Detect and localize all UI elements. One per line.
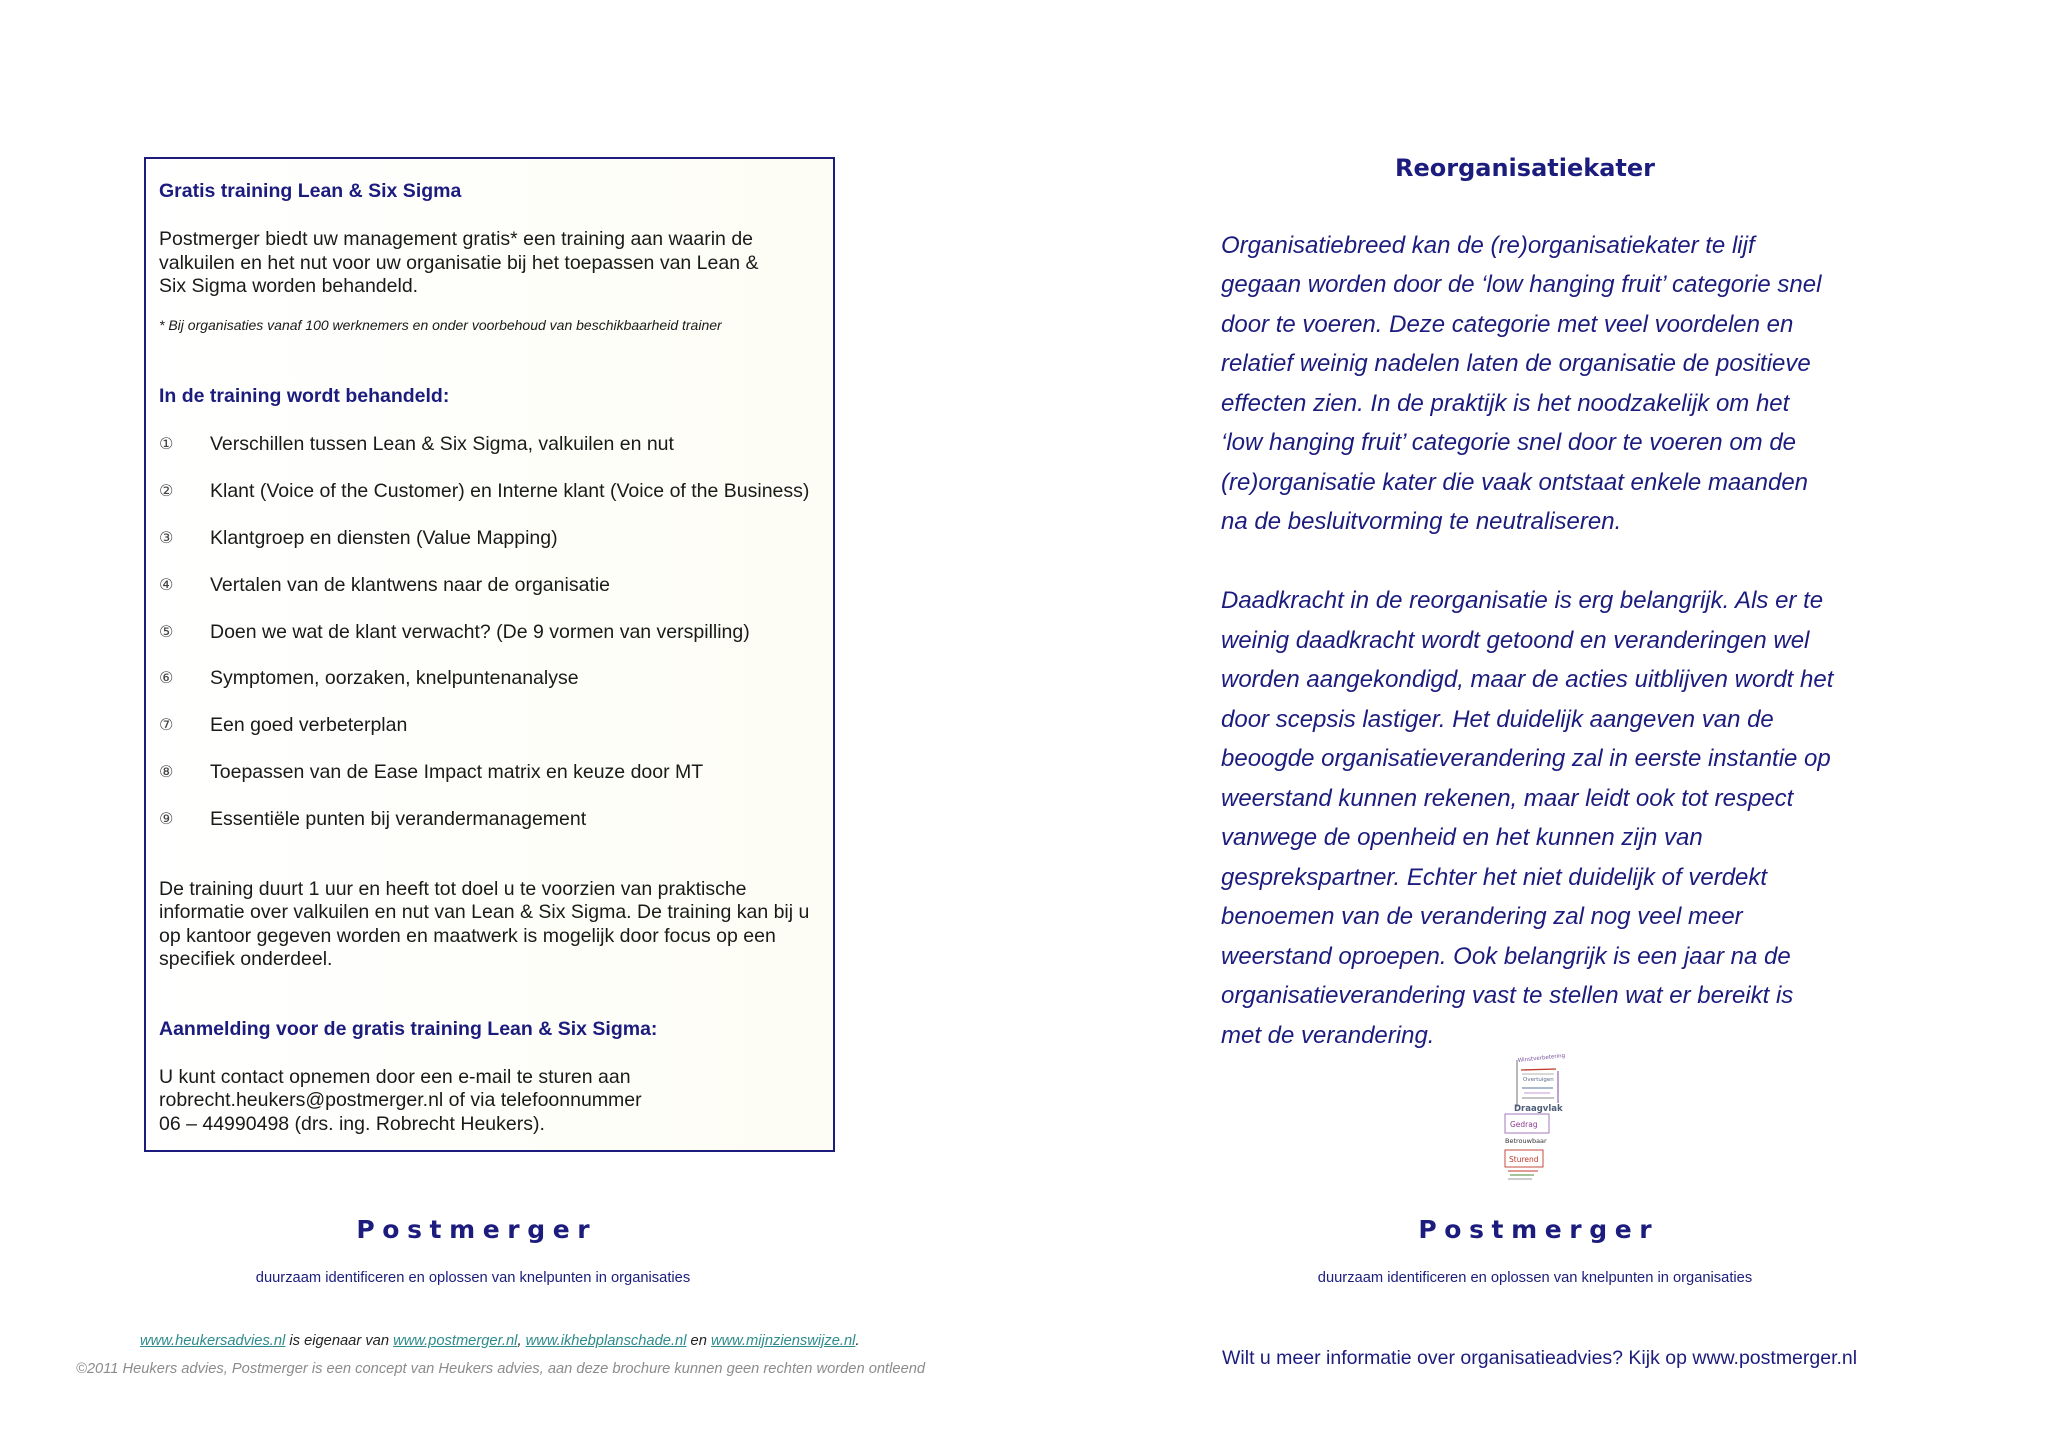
training-footnote: * Bij organisaties vanaf 100 werknemers en onder voorbehoud van beschikbaarheid trainer [159, 317, 722, 333]
topic-number: ① [159, 434, 174, 453]
topic-item [159, 479, 819, 526]
paragraph-line: weerstand kunnen rekenen, maar leidt ook tot respect [1221, 784, 1794, 812]
summary-line: De training duurt 1 uur en heeft tot doel u te voorzien van praktische [159, 877, 747, 900]
summary-line: specifiek onderdeel. [159, 948, 333, 970]
topic-number: ⑨ [159, 809, 174, 829]
ownership-separator: , [517, 1333, 526, 1349]
link-mijnzienswijze[interactable]: www.mijnzienswijze.nl [710, 1333, 856, 1349]
copyright-notice: ©2011 Heukers advies, Postmerger is een concept van Heukers advies, aan deze brochure kunnen geen rechten worden ontleend [76, 1361, 926, 1377]
tagline-right: duurzaam identificeren en oplossen van knelpunten in organisaties [1317, 1270, 1753, 1286]
tagline-left: duurzaam identificeren en oplossen van knelpunten in organisaties [255, 1270, 691, 1286]
paragraph-line: worden aangekondigd, maar de acties uitblijven wordt het [1221, 666, 1834, 694]
training-info-box [144, 157, 835, 1152]
paragraph-line: ‘low hanging fruit’ categorie snel door te voeren om de [1221, 429, 1797, 457]
paragraph-line: gesprekspartner. Echter het niet duidelijk of verdekt [1221, 863, 1768, 891]
word-cloud-word: Draagvlak [1514, 1104, 1563, 1114]
topic-item [159, 807, 819, 854]
word-cloud-fragment [1521, 1069, 1556, 1070]
topics-list [159, 432, 819, 854]
topic-item [159, 573, 819, 620]
contact-line: robrecht.heukers@postmerger.nl of via telefoonnummer [159, 1089, 642, 1111]
topic-number: ② [159, 480, 174, 500]
ownership-end: . [855, 1333, 860, 1349]
word-cloud-image [1498, 1050, 1568, 1188]
word-cloud-word: Betrouwbaar [1505, 1137, 1547, 1145]
paragraph-line: effecten zien. In de praktijk is het noodzakelijk om het [1221, 389, 1790, 417]
paragraph-line: vanwege de openheid en het kunnen zijn van [1221, 824, 1703, 852]
paragraph-line: door scepsis lastiger. Het duidelijk aangeven van de [1221, 705, 1774, 733]
contact-line: 06 – 44990498 (drs. ing. Robrecht Heukers). [159, 1112, 545, 1135]
link-heukersadvies[interactable]: www.heukersadvies.nl [140, 1333, 286, 1349]
topic-item [159, 432, 819, 479]
topic-number: ⑧ [159, 762, 174, 782]
word-cloud-word: Overtuigen [1523, 1077, 1554, 1083]
topic-text: Klantgroep en diensten (Value Mapping) [210, 526, 558, 549]
paragraph-line: organisatieverandering vast te stellen wat er bereikt is [1221, 982, 1794, 1010]
topic-number: ⑦ [159, 715, 174, 735]
topic-text: Symptomen, oorzaken, knelpuntenanalyse [210, 667, 579, 690]
topic-number: ⑤ [159, 621, 174, 641]
topics-heading: In de training wordt behandeld: [159, 385, 450, 407]
topic-text: Verschillen tussen Lean & Six Sigma, valkuilen en nut [210, 433, 674, 455]
intro-line: valkuilen en het nut voor uw organisatie bij het toepassen van Lean & [159, 251, 759, 274]
topic-item [159, 760, 819, 807]
ownership-separator: en [686, 1333, 711, 1349]
topic-number: ④ [159, 574, 174, 594]
topic-item [159, 666, 819, 713]
signup-heading: Aanmelding voor de gratis training Lean & Six Sigma: [159, 1018, 658, 1041]
paragraph-line: door te voeren. Deze categorie met veel voordelen en [1221, 310, 1794, 338]
link-postmerger[interactable]: www.postmerger.nl [393, 1333, 518, 1349]
brand-name-right: Postmerger [1418, 1215, 1660, 1244]
contact-details [159, 1066, 642, 1137]
word-cloud-word: Sturend [1509, 1155, 1539, 1164]
article-title: Reorganisatiekater [1395, 154, 1655, 182]
topic-item [159, 713, 819, 760]
paragraph-line: Daadkracht in de reorganisatie is erg belangrijk. Als er te [1221, 587, 1824, 614]
paragraph-line: weerstand oproepen. Ook belangrijk is een jaar na de [1221, 942, 1791, 970]
intro-line: Postmerger biedt uw management gratis* een training aan waarin de [159, 228, 754, 250]
brand-name-left: Postmerger [356, 1215, 598, 1244]
article-paragraph-1 [1221, 226, 1821, 542]
article-paragraph-2 [1221, 581, 1833, 1055]
topic-item [159, 620, 819, 667]
summary-line: op kantoor gegeven worden en maatwerk is mogelijk door focus op een [159, 924, 776, 947]
paragraph-line: relatief weinig nadelen laten de organisatie de positieve [1221, 350, 1811, 378]
intro-line: Six Sigma worden behandeld. [159, 275, 419, 297]
paragraph-line: benoemen van de verandering zal nog veel meer [1221, 903, 1743, 931]
ownership-text: is eigenaar van [285, 1333, 394, 1349]
paragraph-line: (re)organisatie kater die vaak ontstaat enkele maanden [1221, 468, 1809, 496]
topic-text: Een goed verbeterplan [210, 714, 408, 737]
word-cloud-word: Gedrag [1510, 1120, 1538, 1129]
more-info-line: Wilt u meer informatie over organisatieadvies? Kijk op www.postmerger.nl [1222, 1347, 1858, 1369]
paragraph-line: beoogde organisatieverandering zal in eerste instantie op [1221, 745, 1831, 773]
topic-item [159, 526, 819, 573]
topic-text: Doen we wat de klant verwacht? (De 9 vormen van verspilling) [210, 620, 750, 643]
ownership-line [140, 1332, 860, 1350]
topic-text: Vertalen van de klantwens naar de organisatie [210, 573, 611, 596]
topic-number: ③ [159, 527, 174, 547]
training-intro [159, 228, 758, 299]
training-title: Gratis training Lean & Six Sigma [159, 180, 462, 202]
paragraph-line: gegaan worden door de ‘low hanging fruit’ categorie snel [1221, 271, 1822, 299]
word-cloud-word: Winstverbetering [1517, 1053, 1566, 1064]
summary-line: informatie over valkuilen en nut van Lean & Six Sigma. De training kan bij u [159, 901, 810, 923]
topic-text: Toepassen van de Ease Impact matrix en keuze door MT [210, 761, 704, 784]
paragraph-line: Organisatiebreed kan de (re)organisatiekater te lijf [1221, 231, 1755, 259]
paragraph-line: weinig daadkracht wordt getoond en veranderingen wel [1221, 626, 1810, 654]
link-ikhebplanschade[interactable]: www.ikhebplanschade.nl [525, 1333, 687, 1349]
paragraph-line: met de verandering. [1221, 1021, 1435, 1049]
topic-text: Essentiële punten bij verandermanagement [210, 808, 587, 831]
paragraph-line: na de besluitvorming te neutraliseren. [1221, 508, 1622, 536]
contact-line: U kunt contact opnemen door een e-mail te sturen aan [159, 1065, 631, 1088]
training-summary [159, 878, 809, 972]
topic-number: ⑥ [159, 668, 174, 688]
topic-text: Klant (Voice of the Customer) en Interne klant (Voice of the Business) [210, 479, 810, 502]
